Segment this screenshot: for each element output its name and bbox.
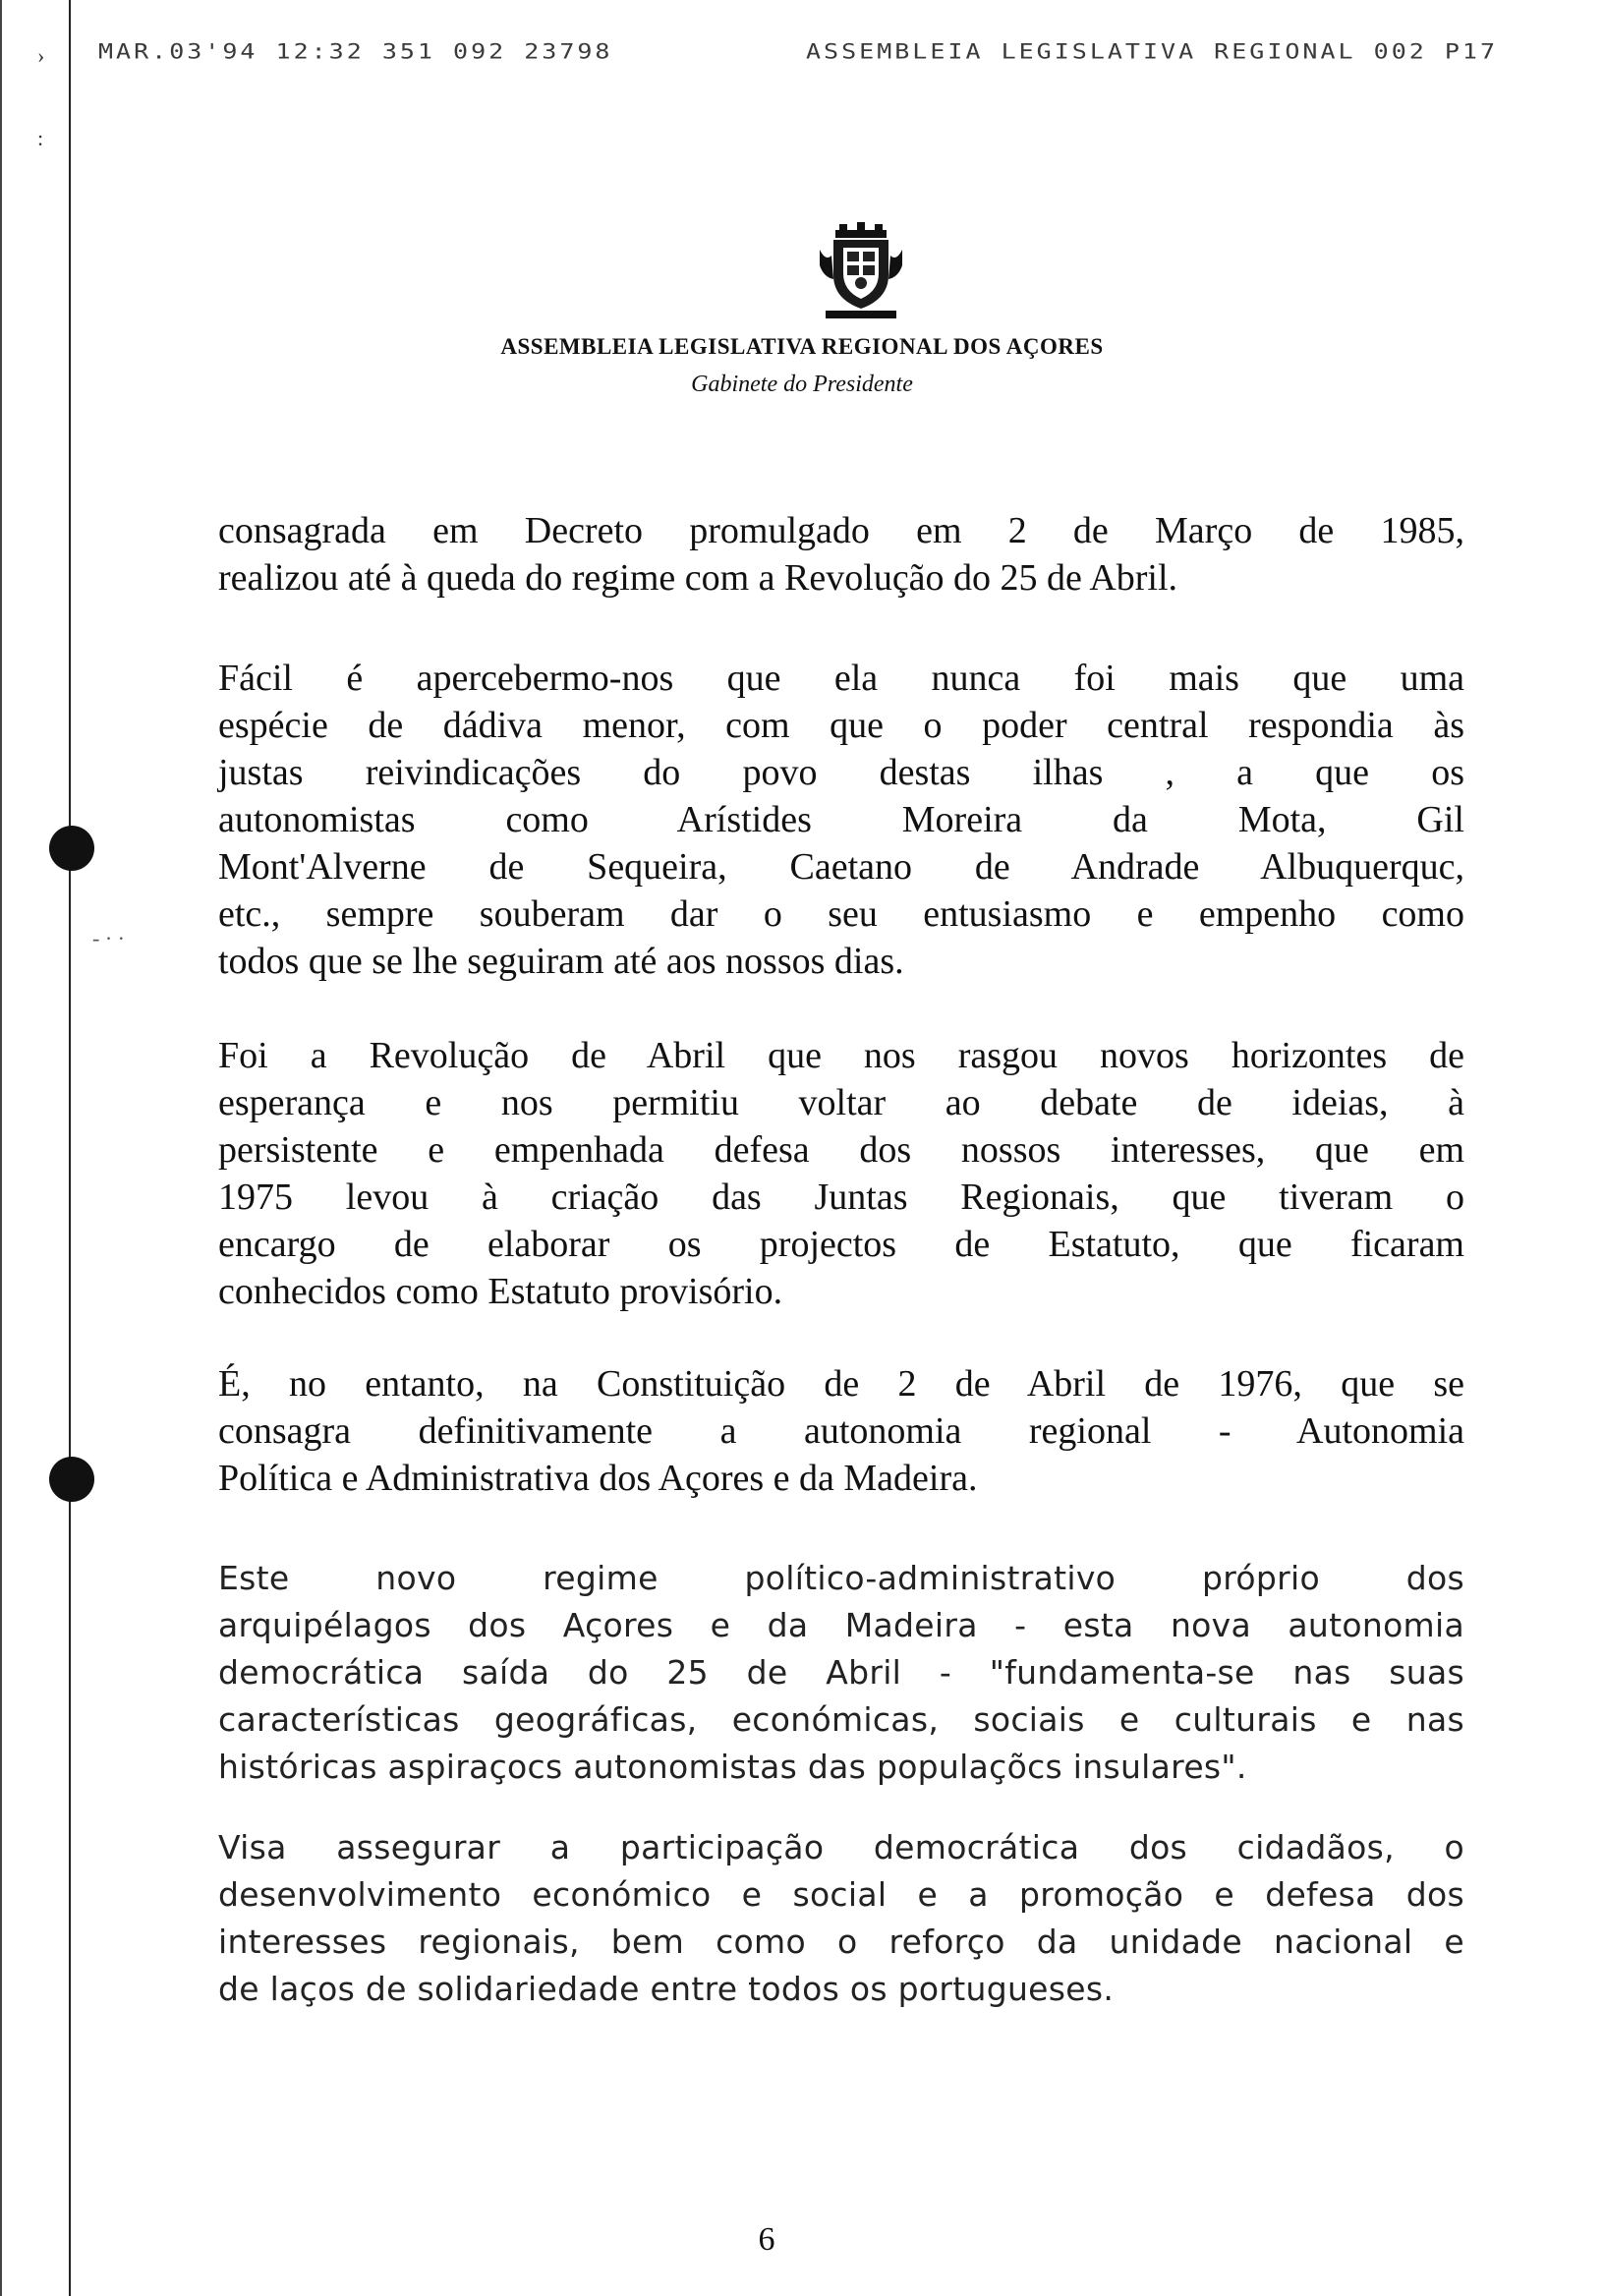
paragraph-3 (218, 1032, 1464, 1315)
text-line: características geográficas, económicas, sociais e culturais e nas (218, 1700, 1464, 1739)
text-line: democrática saída do 25 de Abril - "fundamenta-se nas suas (218, 1653, 1464, 1692)
fax-transmission-header (98, 39, 1573, 73)
punch-hole-top (49, 826, 94, 871)
text-line: arquipélagos dos Açores e da Madeira - esta nova autonomia (218, 1606, 1464, 1644)
scan-speck: - · · (92, 926, 125, 950)
text-line: conhecidos como Estatuto provisório. (218, 1271, 783, 1312)
text-line: É, no entanto, na Constituição de 2 de Abril de 1976, que se (218, 1363, 1464, 1405)
paragraph-5 (218, 1555, 1464, 1791)
coat-of-arms-icon (814, 222, 908, 320)
text-line: 1975 levou à criação das Juntas Regionais, que tiveram o (218, 1177, 1464, 1218)
text-line: realizou até à queda do regime com a Revolução do 25 de Abril. (218, 557, 1178, 599)
text-line: históricas aspiraçocs autonomistas das populaçõcs insulares". (218, 1748, 1247, 1786)
text-line: Fácil é apercebermo-nos que ela nunca foi mais que uma (218, 658, 1464, 699)
text-line: autonomistas como Arístides Moreira da Mota, Gil (218, 799, 1464, 840)
text-line: justas reivindicações do povo destas ilhas , a que os (218, 752, 1464, 793)
text-line: interesses regionais, bem como o reforço da unidade nacional e (218, 1923, 1464, 1961)
fax-sender-line: MAR.03'94 12:32 351 092 23798 (98, 39, 613, 64)
text-line: espécie de dádiva menor, com que o poder central respondia às (218, 705, 1464, 746)
text-line: etc., sempre souberam dar o seu entusiasmo e empenho como (218, 893, 1464, 935)
edge-dot-mark: : (37, 126, 44, 150)
text-line: Política e Administrativa dos Açores e da Madeira. (218, 1458, 978, 1499)
text-line: todos que se lhe seguiram até aos nossos dias. (218, 941, 904, 982)
edge-arrow-mark: › (37, 43, 45, 68)
text-line: persistente e empenhada defesa dos nossos interesses, que em (218, 1129, 1464, 1171)
text-line: esperança e nos permitiu voltar ao debate de ideias, à (218, 1082, 1464, 1123)
text-line: Foi a Revolução de Abril que nos rasgou novos horizontes de (218, 1035, 1464, 1076)
paragraph-4 (218, 1360, 1464, 1502)
page-number: 6 (758, 2221, 775, 2258)
text-line: Mont'Alverne de Sequeira, Caetano de Andrade Albuquerquc, (218, 846, 1464, 888)
paragraph-1 (218, 507, 1464, 602)
text-line: Visa assegurar a participação democrática dos cidadãos, o (218, 1828, 1464, 1866)
text-line: encargo de elaborar os projectos de Estatuto, que ficaram (218, 1224, 1464, 1265)
text-line: desenvolvimento económico e social e a promoção e defesa dos (218, 1875, 1464, 1914)
text-line: consagrada em Decreto promulgado em 2 de Março de 1985, (218, 510, 1464, 551)
fax-recipient-line: ASSEMBLEIA LEGISLATIVA REGIONAL 002 P17 (806, 39, 1498, 64)
paragraph-2 (218, 655, 1464, 985)
text-line: Este novo regime político-administrativo próprio dos (218, 1559, 1464, 1597)
text-line: de laços de solidariedade entre todos os portugueses. (218, 1970, 1115, 2008)
assembly-name: ASSEMBLEIA LEGISLATIVA REGIONAL DOS AÇORES (500, 334, 1104, 359)
punch-hole-bottom (49, 1457, 94, 1502)
text-line: consagra definitivamente a autonomia regional - Autonomia (218, 1410, 1464, 1452)
office-name: Gabinete do Presidente (691, 372, 913, 397)
paragraph-6 (218, 1824, 1464, 2013)
